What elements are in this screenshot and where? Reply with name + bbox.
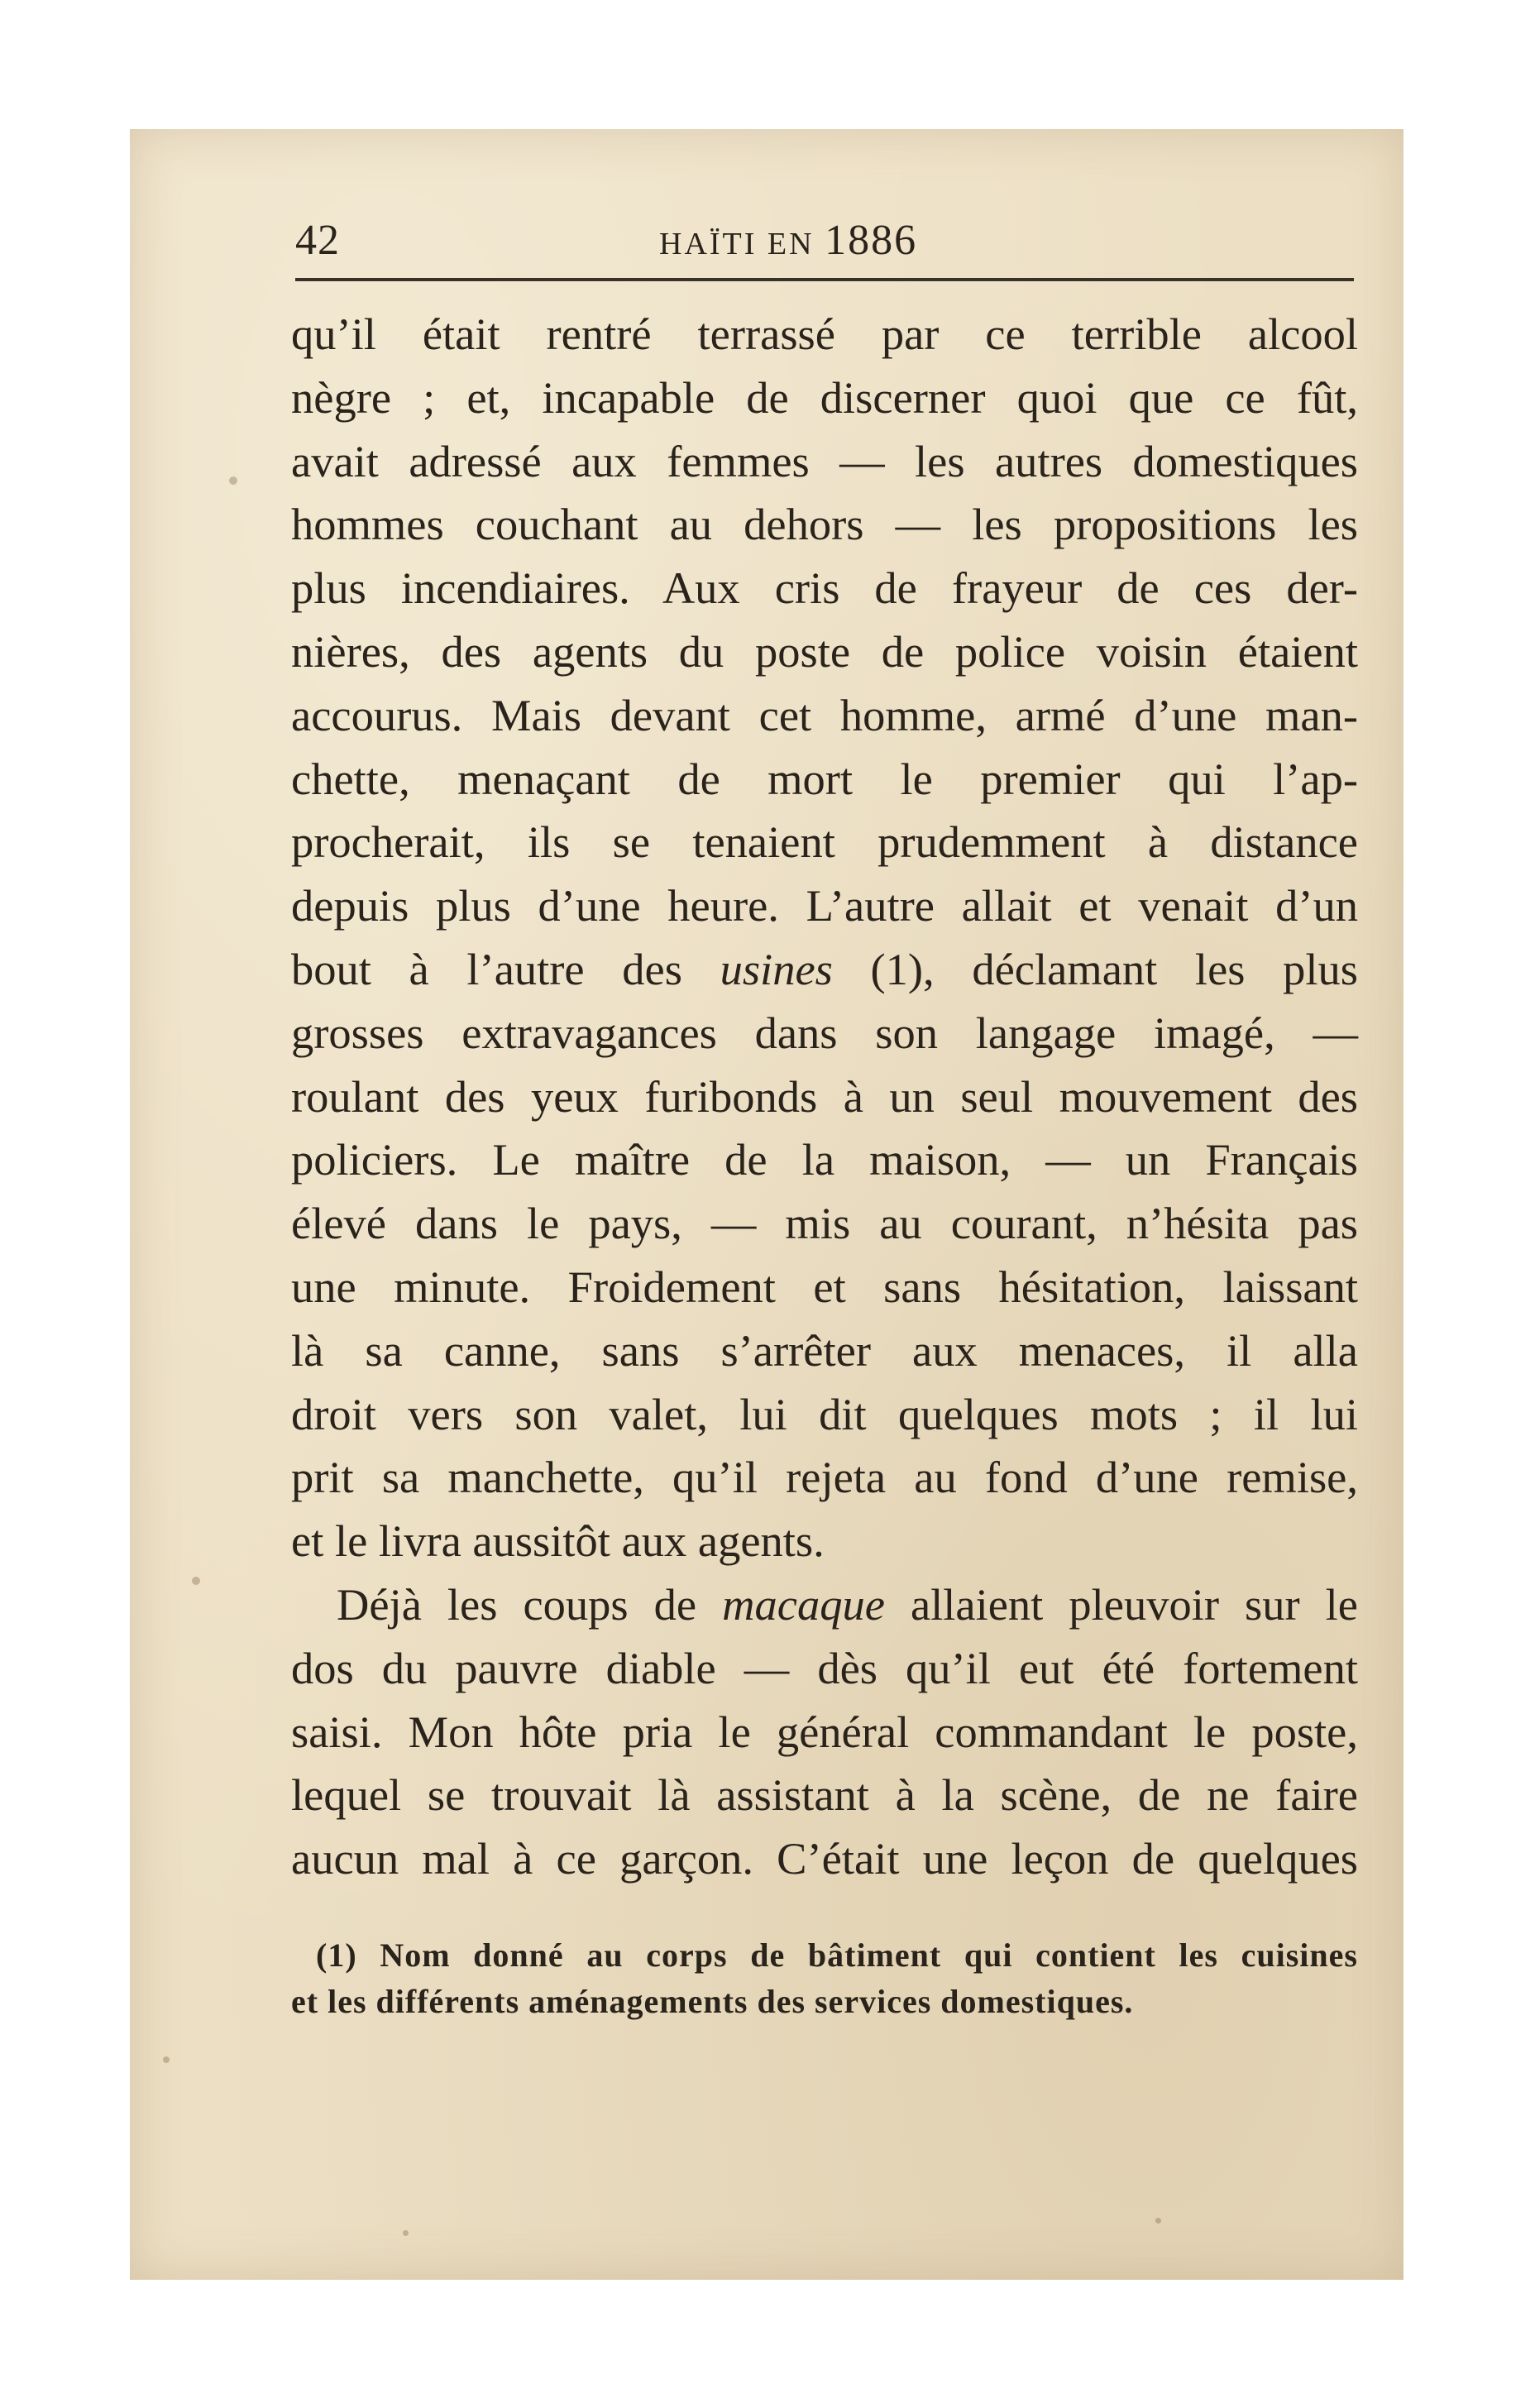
text-line: prit sa manchette, qu’il rejeta au fond d’une remise, <box>291 1452 1358 1503</box>
text-line: nègre ; et, incapable de discerner quoi que ce fût, <box>291 371 1358 423</box>
page-number: 42 <box>295 217 340 264</box>
text-segment: (1), déclamant les plus <box>832 943 1358 994</box>
paper-speck <box>229 476 237 485</box>
text-line: accourus. Mais devant cet homme, armé d’une man- <box>291 689 1358 740</box>
footnote-line: (1) Nom donné au corps de bâtiment qui contient les cuisines <box>316 1936 1358 1974</box>
running-title-year: 1886 <box>825 217 918 264</box>
paper-speck <box>1155 2218 1161 2224</box>
italic-term: usines <box>720 943 833 994</box>
text-line: dos du pauvre diable — dès qu’il eut été fortement <box>291 1642 1358 1693</box>
text-line: élevé dans le pays, — mis au courant, n’hésita pas <box>291 1198 1358 1249</box>
text-line: nières, des agents du poste de police voisin étaient <box>291 625 1358 677</box>
text-line: qu’il était rentré terrassé par ce terrible alcool <box>291 309 1358 359</box>
text-line: chette, menaçant de mort le premier qui l’ap- <box>291 753 1358 804</box>
running-title <box>659 216 917 265</box>
text-line: une minute. Froidement et sans hésitation, laissant <box>291 1261 1358 1312</box>
text-line: grosses extravagances dans son langage imagé, — <box>291 1007 1358 1058</box>
italic-term: macaque <box>722 1578 885 1630</box>
text-line: et le livra aussitôt aux agents. <box>291 1515 825 1567</box>
text-line: roulant des yeux furibonds à un seul mouvement des <box>291 1070 1358 1122</box>
text-line <box>291 1573 1358 1637</box>
text-line: policiers. Le maître de la maison, — un Français <box>291 1134 1358 1185</box>
footnote <box>291 1932 1358 2025</box>
paper-speck <box>403 2230 409 2236</box>
book-page <box>130 129 1403 2280</box>
text-line: hommes couchant au dehors — les propositions les <box>291 499 1358 550</box>
text-line: aucun mal à ce garçon. C’était une leçon de quelques <box>291 1833 1358 1884</box>
running-head <box>295 216 1370 282</box>
text-line: saisi. Mon hôte pria le général commandant le poste, <box>291 1706 1358 1757</box>
paper-speck <box>192 1577 200 1585</box>
text-line: depuis plus d’une heure. L’autre allait et venait d’un <box>291 880 1358 931</box>
text-line <box>291 938 1358 1002</box>
running-title-text: HAÏTI EN <box>659 227 825 261</box>
text-segment: allaient pleuvoir sur le <box>884 1578 1358 1630</box>
text-segment: bout à l’autre des <box>291 943 720 994</box>
footnote-line: et les différents aménagements des services domestiques. <box>291 1983 1134 2020</box>
text-segment: Déjà les coups de <box>337 1578 723 1630</box>
paper-speck <box>163 2056 170 2063</box>
text-line: avait adressé aux femmes — les autres domestiques <box>291 435 1358 486</box>
header-rule <box>295 278 1354 281</box>
text-line: plus incendiaires. Aux cris de frayeur de ces der- <box>291 563 1358 614</box>
text-line: lequel se trouvait là assistant à la scène, de ne faire <box>291 1769 1358 1821</box>
text-line: là sa canne, sans s’arrêter aux menaces, il alla <box>291 1324 1358 1376</box>
body-text <box>291 303 1358 1891</box>
text-line: procherait, ils se tenaient prudemment à distance <box>291 816 1358 868</box>
text-line: droit vers son valet, lui dit quelques mots ; il lui <box>291 1388 1358 1439</box>
